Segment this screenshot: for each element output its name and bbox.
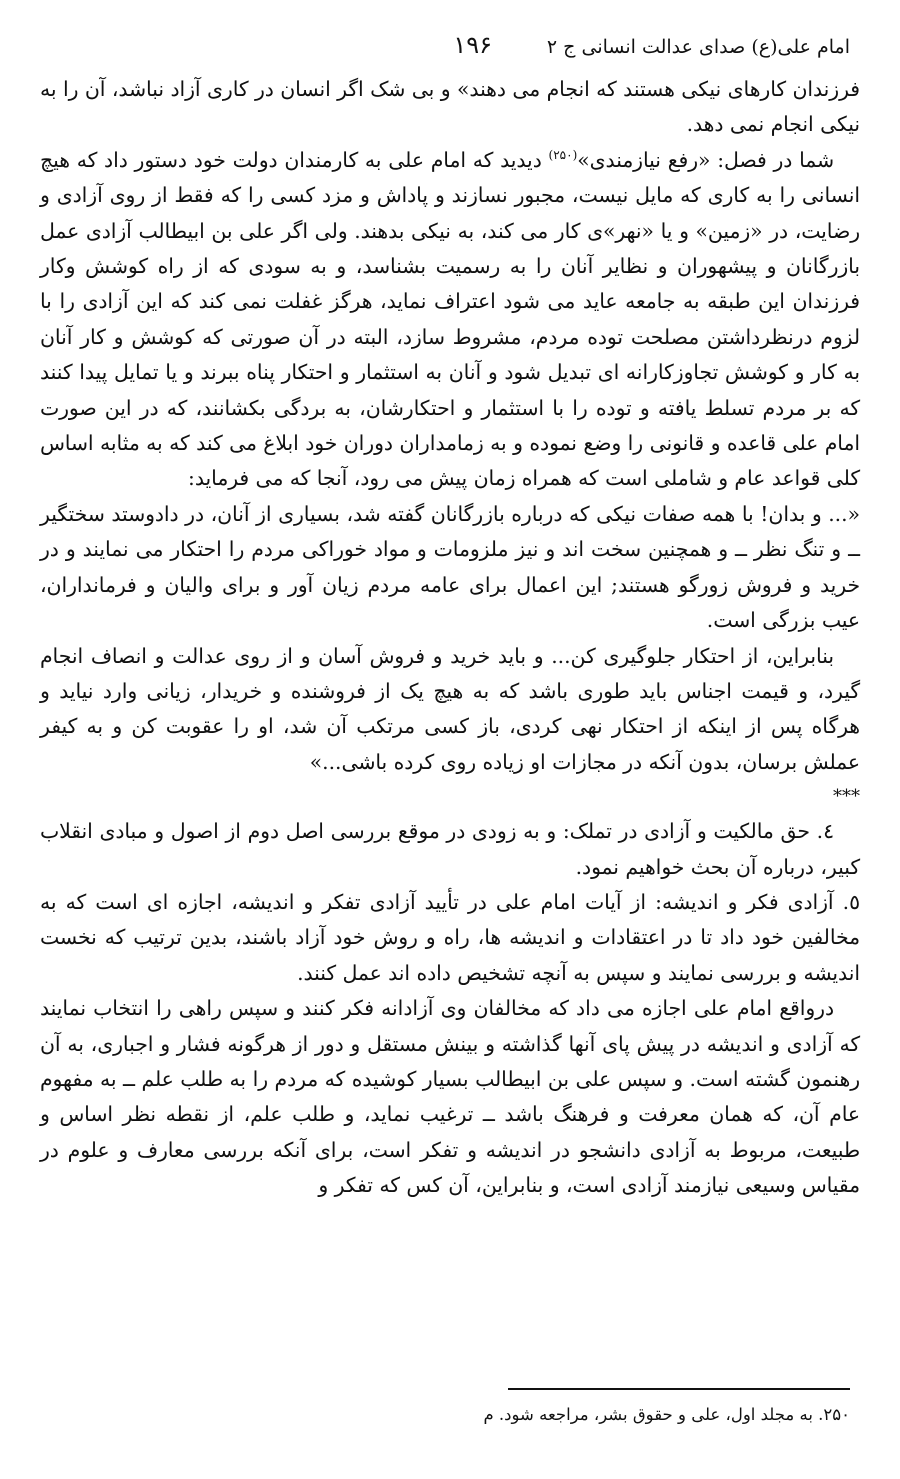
- paragraph-7: درواقع امام علی اجازه می داد که مخالفان وی آزادانه فکر کنند و سپس راهی را انتخاب نمایند که آزادی و اندیشه در پیش پای آنها گذاشته و بینش مستقل و دور از هرگونه فشار و اجباری، به آن رهنمون گشته است. و سپس علی بن ابیطالب بسیار کوشیده که مردم را به طلب علم ــ به مفهوم عام آن، که همان معرفت و فرهنگ باشد ــ ترغیب نماید، و طلب علم، از نقطه نظر اساس و طبیعت، مربوط به آزادی دانشجو در اندیشه و تفکر است، برای آنکه بررسی معارف و علوم در مقیاس وسیعی نیازمند آزادی است، و بنابراین، آن کس که تفکر و: [40, 996, 860, 1198]
- footnote-reference[interactable]: (۲۵۰): [548, 148, 578, 163]
- paragraph-2-start: شما در فصل: «رفع نیازمندی»: [577, 147, 835, 172]
- footnote: ۲۵۰. به مجلد اول، علی و حقوق بشر، مراجعه شود. م: [483, 1405, 850, 1424]
- running-title: امام علی(ع) صدای عدالت انسانی ج ۲: [546, 36, 850, 58]
- page-number: ۱۹۶: [453, 31, 492, 59]
- page-header: [40, 30, 860, 64]
- paragraph-2-rest: دیدید که امام علی به کارمندان دولت خود دستور داد که هیچ انسانی را به کاری که مایل نیست، مجبور نسازند و پاداش و مزد کسی را که فقط از روی آزادی و رضایت، در «زمین» و یا «نهر»ی کار می کند، به نیکی بدهند. ولی اگر علی بن ابیطالب آزادی عمل بازرگانان و پیشهوران و نظایر آنان را به رسمیت بشناسد، و به سودی که از راه کوشش وکار فرزندان این طبقه به جامعه عاید می شود اعتراف نماید، هرگز غفلت نمی کند که این آزادی را با لزوم درنظرداشتن مصلحت توده مردم، مشروط سازد، البته در آن صورتی که کوشش و کار آنان به کار و کوشش تجاوزکارانه ای تبدیل شود و آنان به استثمار و احتکار پناه ببرند و یا تمایل پیدا کنند که بر مردم تسلط یافته و توده را با استثمار و احتکارشان، به بردگی بکشانند، که در این صورت امام علی قاعده و قانونی را وضع نموده و به زمامداران دوران خود ابلاغ می کند که به مثابه اساس کلی قواعد عام و شاملی است که همراه زمان پیش می رود، آنجا که می فرماید:: [40, 147, 860, 491]
- paragraph-2: [40, 143, 860, 497]
- quote-paragraph-2: بنابراین، از احتکار جلوگیری کن... و باید خرید و فروش آسان و از روی عدالت و انصاف انجام گیرد، و قیمت اجناس باید طوری باشد که به هیچ یک از فروشنده و خریدار، زیانی وارد نیاید و هرگاه پس از اینکه از احتکار نهی کردی، باز کسی مرتکب آن شد، او را عقوبت کن و به کیفر عملش برسان، بدون آنکه در مجازات او زیاده روی کرده باشی...»: [40, 643, 860, 774]
- paragraph-item-4: ٤. حق مالکیت و آزادی در تملک: و به زودی در موقع بررسی اصل دوم از اصول و مبادی انقلاب کبیر، درباره آن بحث خواهیم نمود.: [40, 819, 860, 879]
- footnote-divider: [508, 1388, 850, 1390]
- quote-paragraph-1: «... و بدان! با همه صفات نیکی که درباره بازرگانان گفته شد، بسیاری از آنان، در دادوستد سختگیر ــ و تنگ نظر ــ و همچنین سخت اند و نیز ملزومات و مواد خوراکی مردم را احتکار می نمایند و در خرید و فروش زورگو هستند; این اعمال برای عامه مردم زیان آور و برای والیان و فرمانداران، عیب بزرگی است.: [40, 501, 860, 633]
- paragraph-item-5: ٥. آزادی فکر و اندیشه: از آیات امام علی در تأیید آزادی تفکر و اندیشه، اجازه ای است که به مخالفین خود داد تا در اعتقادات و اندیشه ها، راه و روش خود آزاد باشند، بدین ترتیب که نخست اندیشه و بررسی نمایند و سپس به آنچه تشخیص داده اند عمل کنند.: [40, 889, 860, 985]
- book-page: [40, 30, 860, 1204]
- section-separator: ***: [833, 786, 860, 808]
- body-text: [40, 72, 860, 1204]
- paragraph-1: فرزندان کارهای نیکی هستند که انجام می دهند» و بی شک اگر انسان در کاری آزاد نباشد، آن را به نیکی انجام نمی دهد.: [40, 77, 860, 137]
